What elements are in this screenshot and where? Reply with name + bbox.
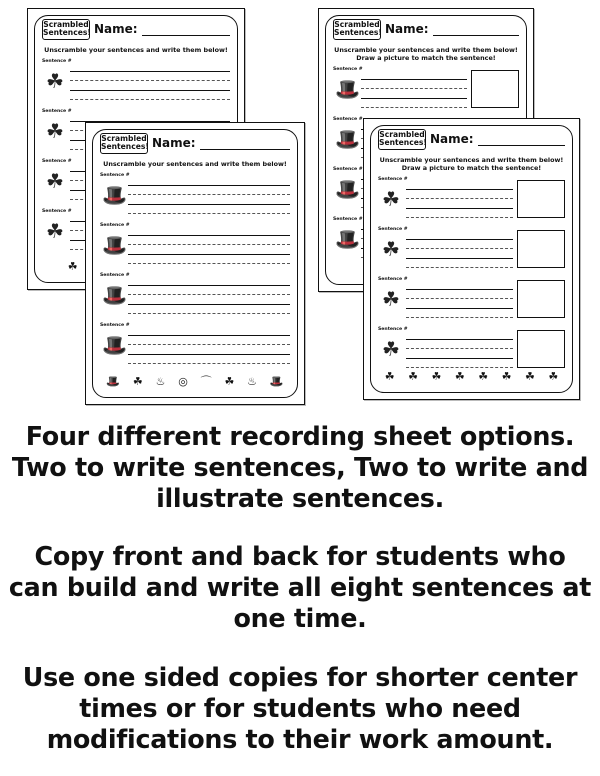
instruction xyxy=(378,157,565,172)
sentence-label: Sentence # xyxy=(378,177,408,182)
drawing-box xyxy=(517,280,565,318)
sentence-row xyxy=(100,223,290,273)
instruction-line-2: Draw a picture to match the sentence! xyxy=(401,163,542,172)
writing-lines xyxy=(361,70,467,108)
clover-icon: ☘ xyxy=(408,370,418,383)
sentence-row xyxy=(100,323,290,373)
clover-icon: ☘ xyxy=(382,237,400,261)
description-paragraph-2 xyxy=(0,541,600,634)
pot-of-gold-icon: ♨ xyxy=(155,375,166,388)
clover-icon: ☘ xyxy=(67,260,78,273)
hat-icon: 🎩 xyxy=(102,283,127,307)
clover-icon: ☘ xyxy=(525,370,535,383)
coin-icon: ◎ xyxy=(178,375,188,388)
sentence-row xyxy=(100,173,290,223)
sentence-label: Sentence # xyxy=(333,117,363,122)
name-label: Name: xyxy=(430,132,474,146)
writing-lines xyxy=(128,176,290,214)
description-line: can build and write all eight sentences at xyxy=(8,572,592,602)
sentence-label: Sentence # xyxy=(100,173,130,178)
clover-icon: ☘ xyxy=(431,370,442,383)
sentence-label: Sentence # xyxy=(333,67,363,72)
writing-lines xyxy=(70,62,230,100)
name-label: Name: xyxy=(152,136,196,150)
description-line: modifications to their work amount. xyxy=(46,724,554,754)
clover-icon: ☘ xyxy=(548,370,559,383)
hat-icon: 🎩 xyxy=(335,227,360,251)
writing-lines xyxy=(406,280,513,318)
instruction-line-1: Unscramble your sentences and write them below! xyxy=(334,46,518,54)
description-line: Four different recording sheet options. xyxy=(25,421,575,451)
name-line xyxy=(478,145,565,146)
name-line xyxy=(142,35,230,36)
name-line xyxy=(433,35,519,36)
sentence-label: Sentence # xyxy=(378,327,408,332)
hat-icon: 🎩 xyxy=(335,177,360,201)
sentence-label: Sentence # xyxy=(333,217,363,222)
description-paragraph-3 xyxy=(0,662,600,755)
clover-icon: ☘ xyxy=(382,287,400,311)
sentence-row xyxy=(333,67,519,117)
rainbow-icon: ⌒ xyxy=(200,375,212,388)
sentence-label: Sentence # xyxy=(42,209,72,214)
sentence-row xyxy=(42,59,230,109)
sentence-row xyxy=(378,227,565,277)
drawing-box xyxy=(517,230,565,268)
instruction xyxy=(333,47,519,62)
writing-lines xyxy=(128,226,290,264)
icon-footer xyxy=(100,374,290,390)
hat-icon: 🎩 xyxy=(102,183,127,207)
hat-icon: 🎩 xyxy=(269,375,284,388)
sentence-label: Sentence # xyxy=(42,109,72,114)
clover-icon: ☘ xyxy=(382,337,400,361)
writing-lines xyxy=(128,326,290,364)
sentence-label: Sentence # xyxy=(100,273,130,278)
instruction-line-1: Unscramble your sentences and write them below! xyxy=(379,156,564,164)
clover-icon: ☘ xyxy=(132,375,143,388)
clover-icon: ☘ xyxy=(478,370,489,383)
clover-icon: ☘ xyxy=(382,187,400,211)
clover-icon: ☘ xyxy=(46,219,64,243)
description-line: Two to write sentences, Two to write and xyxy=(11,452,589,482)
sentence-label: Sentence # xyxy=(42,159,72,164)
sentence-row xyxy=(378,177,565,227)
clover-icon: ☘ xyxy=(384,370,395,383)
sentence-label: Sentence # xyxy=(378,277,408,282)
description-paragraph-1 xyxy=(0,421,600,514)
hat-icon: 🎩 xyxy=(102,333,127,357)
name-line xyxy=(200,149,290,150)
drawing-box xyxy=(471,70,519,108)
worksheet-tag: Scrambled Sentences! xyxy=(100,133,148,154)
sentence-label: Sentence # xyxy=(100,323,130,328)
sentence-row xyxy=(378,277,565,327)
worksheet-tag: Scrambled Sentences! xyxy=(333,19,381,40)
hat-icon: 🎩 xyxy=(102,233,127,257)
hat-icon: 🎩 xyxy=(335,127,360,151)
description-line: times or for students who need xyxy=(79,693,521,723)
instruction: Unscramble your sentences and write them below! xyxy=(44,46,228,54)
clover-icon: ☘ xyxy=(46,69,64,93)
instruction: Unscramble your sentences and write them below! xyxy=(103,160,287,168)
clover-icon: ☘ xyxy=(46,119,64,143)
writing-lines xyxy=(406,330,513,368)
hat-icon: 🎩 xyxy=(335,77,360,101)
drawing-box xyxy=(517,180,565,218)
worksheet-tag: Scrambled Sentences! xyxy=(42,19,90,40)
clover-icon: ☘ xyxy=(46,169,64,193)
description-line: Copy front and back for students who xyxy=(34,541,566,571)
icon-footer xyxy=(378,369,565,385)
clover-icon: ☘ xyxy=(501,370,512,383)
worksheet-tag: Scrambled Sentences! xyxy=(378,129,426,150)
hat-icon: 🎩 xyxy=(106,375,121,388)
name-label: Name: xyxy=(385,22,429,36)
sentence-label: Sentence # xyxy=(333,167,363,172)
writing-lines xyxy=(406,230,513,268)
sentence-label: Sentence # xyxy=(378,227,408,232)
instruction-line-2: Draw a picture to match the sentence! xyxy=(356,53,496,62)
description-line: one time. xyxy=(233,603,367,633)
pot-of-gold-icon: ♨ xyxy=(247,375,257,388)
description-line: illustrate sentences. xyxy=(156,483,444,513)
sentence-label: Sentence # xyxy=(100,223,130,228)
writing-lines xyxy=(128,276,290,314)
worksheet-write-hat xyxy=(85,122,305,405)
sentence-row xyxy=(100,273,290,323)
description-line: Use one sided copies for shorter center xyxy=(22,662,578,692)
name-label: Name: xyxy=(94,22,138,36)
drawing-box xyxy=(517,330,565,368)
sentence-label: Sentence # xyxy=(42,59,72,64)
clover-icon: ☘ xyxy=(224,375,235,388)
clover-icon: ☘ xyxy=(454,370,465,383)
writing-lines xyxy=(406,180,513,218)
worksheet-draw-clover xyxy=(363,118,580,400)
